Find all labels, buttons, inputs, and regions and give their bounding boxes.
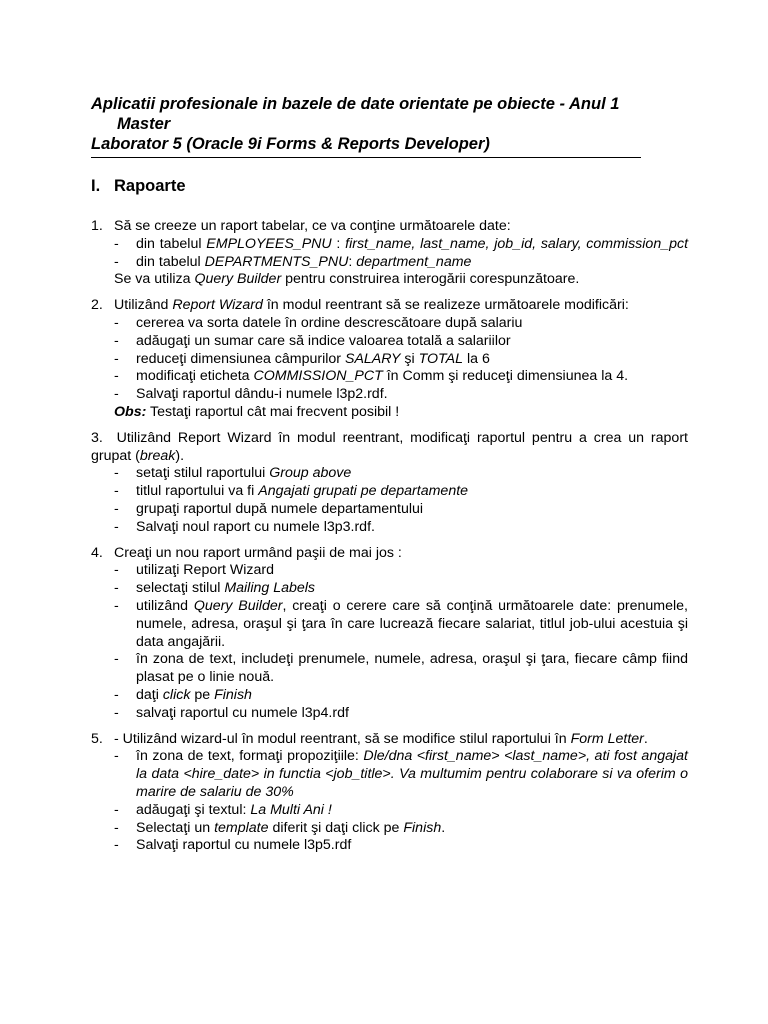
bullet-list [114, 236, 688, 272]
list-item: - adăugaţi un sumar care să indice valoarea totală a salariilor [114, 333, 688, 351]
list-item: - Salvaţi raportul dându-i numele l3p2.rdf. [114, 386, 688, 404]
exercise-intro: Să se creeze un raport tabelar, ce va conţine următoarele date: [114, 218, 511, 234]
bullet-list [114, 465, 688, 536]
list-item: - din tabelul DEPARTMENTS_PNU: department_name [114, 254, 688, 272]
exercise-number: 4. [91, 544, 103, 561]
list-item: - adăugaţi şi textul: La Multi Ani ! [114, 802, 688, 820]
list-item: - Selectaţi un template diferit şi daţi click pe Finish. [114, 820, 688, 838]
list-item: - titlul raportului va fi Angajati grupati pe departamente [114, 483, 688, 501]
exercise-intro: Creaţi un nou raport urmând paşii de mai jos : [114, 544, 402, 561]
course-title: Aplicatii profesionale in bazele de date orientate pe obiecte - Anul 1 [91, 95, 620, 113]
list-item: - utilizaţi Report Wizard [114, 562, 688, 580]
exercise-number: 5. [91, 730, 103, 747]
document-body [91, 218, 688, 863]
exercise-2 [91, 297, 688, 422]
list-item: - în zona de text, formaţi propoziţiile: Dle/dna <first_name> <last_name>, ati fost angajat la data <hire_date> in functia <job_title>. Va multumim pentru colaborare si va oferim o marire de salariu de 30% [114, 748, 688, 801]
exercise-number: 1. [91, 218, 103, 234]
exercise-3 [91, 430, 688, 537]
list-item: - salvaţi raportul cu numele l3p4.rdf [114, 705, 688, 723]
exercise-1 [91, 218, 688, 289]
list-item: - în zona de text, includeţi prenumele, numele, adresa, oraşul şi ţara, fiecare câmp fiind plasat pe o linie nouă. [114, 651, 688, 687]
header-divider [91, 157, 641, 158]
list-item: - cererea va sorta datele în ordine descrescătoare după salariu [114, 315, 688, 333]
exercise-5 [91, 731, 688, 856]
list-item: - Salvaţi noul raport cu numele l3p3.rdf. [114, 519, 688, 537]
exercise-number: 2. [91, 297, 103, 314]
exercise-intro: 3. Utilizând Report Wizard în modul reentrant, modificaţi raportul pentru a crea un raport grupat (break). [91, 429, 688, 464]
list-item: - grupaţi raportul după numele departamentului [114, 501, 688, 519]
exercise-number: 3. [91, 429, 103, 446]
list-item: - modificaţi eticheta COMMISSION_PCT în Comm şi reduceţi dimensiunea la 4. [114, 368, 688, 386]
exercise-4 [91, 545, 688, 723]
list-item: - selectaţi stilul Mailing Labels [114, 580, 688, 598]
lab-title: Laborator 5 (Oracle 9i Forms & Reports Developer) [91, 135, 490, 153]
list-item: - Salvaţi raportul cu numele l3p5.rdf [114, 837, 688, 855]
observation: Obs: Testaţi raportul cât mai frecvent posibil ! [114, 403, 400, 420]
exercise-note: Se va utiliza Query Builder pentru construirea interogării corespunzătoare. [114, 271, 580, 288]
list-item: - utilizând Query Builder, creaţi o cerere care să conţină următoarele date: prenumele, numele, adresa, oraşul şi ţara în care lucrează fiecare salariat, titlul job-ului acestuia şi data angajării. [114, 598, 688, 651]
document-header [91, 94, 641, 154]
exercise-intro: - Utilizând wizard-ul în modul reentrant, să se modifice stilul raportului în Form Letter. [114, 730, 648, 747]
section-title: Rapoarte [114, 177, 186, 195]
exercise-intro: Utilizând Report Wizard în modul reentrant să se realizeze următoarele modificări: [114, 297, 629, 314]
list-item: - daţi click pe Finish [114, 687, 688, 705]
section-number: I. [91, 177, 101, 195]
bullet-list [114, 315, 688, 404]
bullet-list [114, 562, 688, 722]
section-heading [91, 177, 186, 196]
bullet-list [114, 748, 688, 855]
course-level: Master [117, 115, 171, 133]
list-item: - setaţi stilul raportului Group above [114, 465, 688, 483]
list-item: - din tabelul EMPLOYEES_PNU : first_name, last_name, job_id, salary, commission_pct [114, 236, 688, 254]
list-item: - reduceţi dimensiunea câmpurilor SALARY şi TOTAL la 6 [114, 351, 688, 369]
